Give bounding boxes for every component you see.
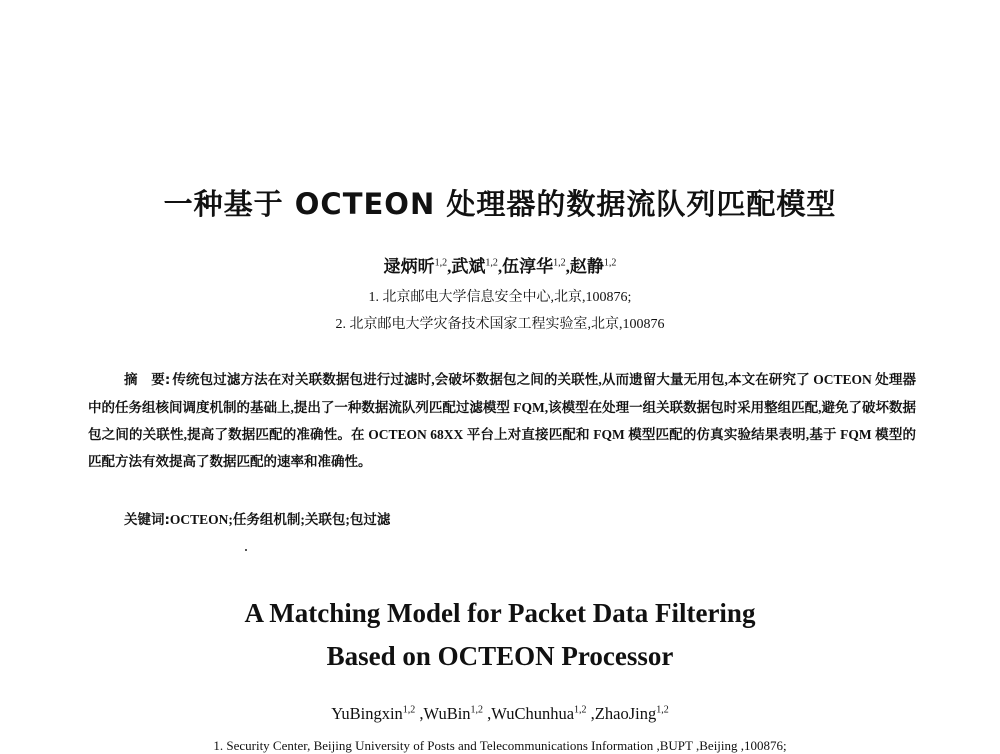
author-separator: , <box>415 704 424 723</box>
chinese-author-list <box>0 252 1000 277</box>
author-affiliation-mark: 1,2 <box>402 704 416 716</box>
author-name: 伍淳华 <box>502 257 554 276</box>
author-affiliation-mark: 1,2 <box>603 257 617 269</box>
author-separator: , <box>565 257 570 276</box>
author-affiliation-mark: 1,2 <box>574 704 587 716</box>
author-name: WuBin <box>423 704 471 723</box>
author-name: 逯炳昕 <box>383 257 435 276</box>
author-separator: , <box>447 257 452 276</box>
author-affiliation-mark: 1,2 <box>485 257 498 269</box>
english-title-line-1: A Matching Model for Packet Data Filtering <box>244 598 756 628</box>
keywords-label: 关键词: <box>124 512 170 528</box>
author-separator: , <box>497 257 503 276</box>
author-separator: , <box>586 704 595 723</box>
author-affiliation-mark: 1,2 <box>553 257 566 269</box>
chinese-title: 一种基于 OCTEON 处理器的数据流队列匹配模型 <box>163 187 837 221</box>
author-affiliation-mark: 1,2 <box>656 704 669 716</box>
author-name: ZhaoJing <box>594 704 657 723</box>
author-name: 武斌 <box>451 257 486 276</box>
english-affiliation: 1. Security Center, Beijing University of Posts and Telecommunications Information ,BUPT ,Beijing ,100876; <box>213 738 787 753</box>
english-title-line-2: Based on OCTEON Processor <box>326 641 674 671</box>
affiliation-line-2: 2. 北京邮电大学灾备技术国家工程实验室,北京,100876 <box>335 317 665 332</box>
author-name: 赵静 <box>569 257 604 276</box>
english-author-list <box>0 704 1000 724</box>
author-name: YuBingxin <box>331 704 403 723</box>
author-affiliation-mark: 1,2 <box>470 704 484 716</box>
chinese-keywords <box>124 508 390 528</box>
scan-speck <box>245 549 247 551</box>
keywords-text: OCTEON;任务组机制;关联包;包过滤 <box>169 512 391 527</box>
chinese-abstract <box>88 366 916 475</box>
author-affiliation-mark: 1,2 <box>434 257 448 269</box>
author-separator: , <box>483 704 492 723</box>
english-title <box>0 592 1000 678</box>
abstract-label: 摘 要: <box>124 372 171 388</box>
affiliation-line-1: 1. 北京邮电大学信息安全中心,北京,100876; <box>368 290 632 305</box>
author-name: WuChunhua <box>491 704 575 723</box>
abstract-text: 传统包过滤方法在对关联数据包进行过滤时,会破坏数据包之间的关联性,从而遗留大量无用包,本文在研究了 OCTEON 处理器中的任务组核间调度机制的基础上,提出了一种数据流队列匹配过滤模型 FQM,该模型在处理一组关联数据包时采用整组匹配,避免了破坏数据包之间的关联性,提高了数据匹配的准确性。在 OCTEON 68XX 平台上对直接匹配和 FQM 模型匹配的仿真实验结果表明,基于 FQM 模型的匹配方法有效提高了数据匹配的速率和准确性。 <box>88 372 916 469</box>
